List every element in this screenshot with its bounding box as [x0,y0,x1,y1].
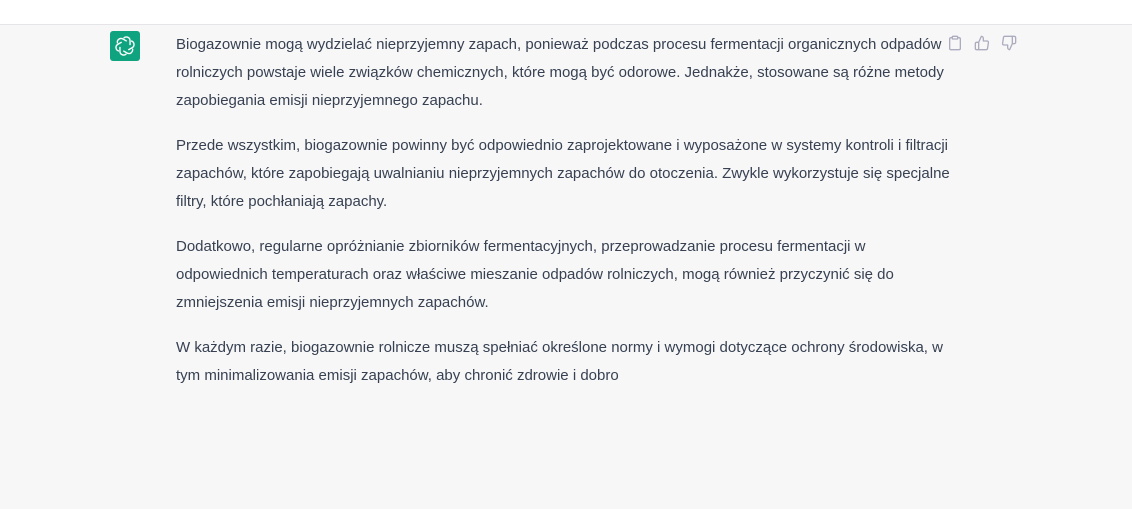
thumbs-down-button[interactable] [1000,34,1018,52]
message-paragraph-2: Przede wszystkim, biogazownie powinny być odpowiednio zaprojektowane i wyposażone w systemy kontroli i filtracji zapachów, które zapobiegają uwalnianiu nieprzyjemnych zapachów do otoczenia. Zwykle wykorzystuje się specjalne filtry, które pochłaniają zapachy. [176,137,950,210]
previous-message-area [0,0,1132,25]
thumbs-up-icon [974,35,990,51]
assistant-message-text [176,31,956,407]
message-paragraph-1: Biogazownie mogą wydzielać nieprzyjemny zapach, ponieważ podczas procesu fermentacji organicznych odpadów rolniczych powstaje wiele związków chemicznych, które mogą być odorowe. Jednakże, stosowane są różne metody zapobiegania emisji nieprzyjemnego zapachu. [176,36,944,109]
message-paragraph-4: W każdym razie, biogazownie rolnicze muszą spełniać określone normy i wymogi dotyczące ochrony środowiska, w tym minimalizowania emisji zapachów, aby chronić zdrowie i dobro [176,339,943,384]
message-paragraph-3: Dodatkowo, regularne opróżnianie zbiorników fermentacyjnych, przeprowadzanie procesu fermentacji w odpowiednich temperaturach oraz właściwe mieszanie odpadów rolniczych, mogą również przyczynić się do zmniejszenia emisji nieprzyjemnych zapachów. [176,238,894,311]
copy-button[interactable] [946,34,964,52]
assistant-avatar [110,31,140,61]
thumbs-down-icon [1001,35,1017,51]
thumbs-up-button[interactable] [973,34,991,52]
clipboard-icon [947,35,963,51]
openai-logo-icon [114,35,136,57]
message-actions [946,34,1018,52]
